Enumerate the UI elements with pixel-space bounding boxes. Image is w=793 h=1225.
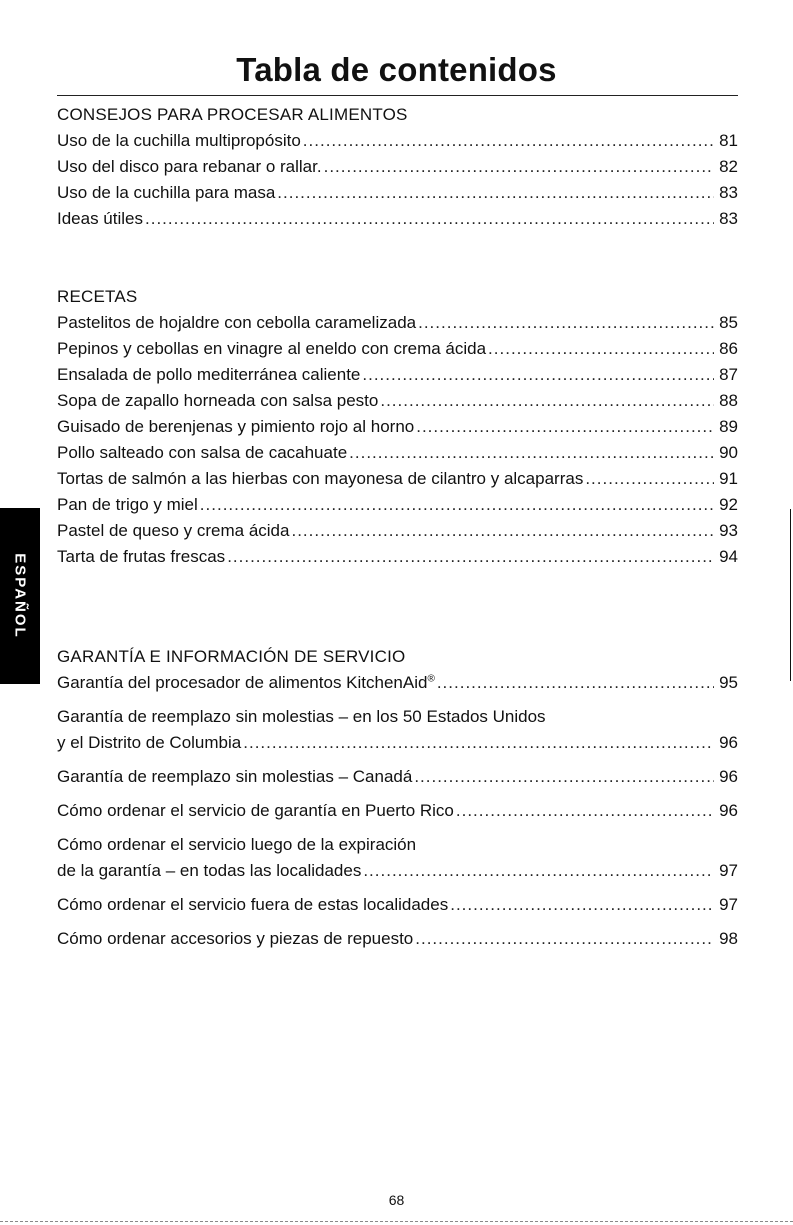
section-heading: CONSEJOS PARA PROCESAR ALIMENTOS	[57, 105, 408, 124]
entry-page-number: 98	[719, 929, 738, 948]
entry-page-number: 89	[719, 417, 738, 436]
dot-leader	[363, 860, 714, 882]
entry-title: Tarta de frutas frescas	[57, 547, 226, 566]
entry-page-number: 94	[719, 547, 738, 566]
entry-title: Cómo ordenar accesorios y piezas de repuesto	[57, 929, 414, 948]
toc-entry[interactable]	[57, 672, 738, 706]
entry-page-number: 91	[719, 469, 738, 488]
dot-leader	[415, 928, 714, 950]
entry-page-number: 90	[719, 443, 738, 462]
entry-title-text: Garantía del procesador de alimentos KitchenAid	[57, 673, 428, 692]
toc-entry[interactable]	[57, 312, 738, 338]
entry-page-number: 96	[719, 801, 738, 820]
entry-title: Cómo ordenar el servicio fuera de estas localidades	[57, 895, 449, 914]
toc-entry[interactable]	[57, 834, 738, 894]
dot-leader	[349, 442, 714, 464]
toc-entry[interactable]	[57, 364, 738, 390]
dot-leader	[416, 416, 714, 438]
entry-title: Pepinos y cebollas en vinagre al eneldo con crema ácida	[57, 339, 487, 358]
toc-entry[interactable]	[57, 416, 738, 442]
toc-entry[interactable]	[57, 338, 738, 364]
dot-leader	[456, 800, 714, 822]
toc-entry[interactable]	[57, 766, 738, 800]
entry-page-number: 92	[719, 495, 738, 514]
toc-entry[interactable]	[57, 390, 738, 416]
language-tab-label: ESPAÑOL	[11, 553, 29, 639]
page-title: Tabla de contenidos	[236, 51, 557, 88]
dot-leader	[450, 894, 714, 916]
toc-section-food-processing	[57, 104, 738, 234]
toc-entry[interactable]	[57, 706, 738, 766]
dot-leader	[414, 766, 714, 788]
entry-page-number: 96	[719, 733, 738, 752]
toc-entry[interactable]	[57, 800, 738, 834]
entry-title-line1: Garantía de reemplazo sin molestias – en los 50 Estados Unidos	[57, 707, 546, 726]
toc-entry[interactable]	[57, 468, 738, 494]
entry-title: Pastelitos de hojaldre con cebolla caramelizada	[57, 313, 417, 332]
page-bottom-border	[0, 1221, 793, 1222]
dot-leader	[145, 208, 714, 230]
toc-entry[interactable]	[57, 546, 738, 572]
entry-title: Pollo salteado con salsa de cacahuate	[57, 443, 348, 462]
entry-page-number: 93	[719, 521, 738, 540]
page-edge-marker	[790, 509, 791, 681]
entry-title: Garantía de reemplazo sin molestias – Canadá	[57, 767, 413, 786]
entry-page-number: 87	[719, 365, 738, 384]
dot-leader	[227, 546, 714, 568]
entry-title: Pan de trigo y miel	[57, 495, 198, 514]
entry-page-number: 86	[719, 339, 738, 358]
entry-page-number: 97	[719, 861, 738, 880]
entry-page-number: 81	[719, 131, 738, 150]
entry-title-line1: Cómo ordenar el servicio luego de la expiración	[57, 835, 417, 854]
entry-page-number: 95	[719, 673, 738, 692]
toc-entry[interactable]	[57, 894, 738, 928]
dot-leader	[362, 364, 714, 386]
toc-entry[interactable]	[57, 156, 738, 182]
toc-entry[interactable]	[57, 520, 738, 546]
dot-leader	[277, 182, 714, 204]
toc-section-recipes	[57, 286, 738, 572]
entry-title: Pastel de queso y crema ácida	[57, 521, 290, 540]
toc-entry[interactable]	[57, 928, 738, 962]
page-number: 68	[388, 1192, 405, 1208]
entry-page-number: 83	[719, 183, 738, 202]
registered-mark: ®	[427, 673, 435, 685]
entry-page-number: 85	[719, 313, 738, 332]
entry-title: Sopa de zapallo horneada con salsa pesto	[57, 391, 379, 410]
entry-page-number: 97	[719, 895, 738, 914]
entry-title	[57, 672, 435, 694]
entry-title: Tortas de salmón a las hierbas con mayonesa de cilantro y alcaparras	[57, 469, 584, 488]
entry-title: Uso de la cuchilla para masa	[57, 183, 276, 202]
entry-page-number: 82	[719, 157, 738, 176]
entry-title: Ideas útiles	[57, 209, 143, 228]
dot-leader	[488, 338, 714, 360]
title-divider	[57, 95, 738, 96]
language-side-tab	[0, 508, 40, 684]
dot-leader	[324, 156, 714, 178]
section-heading: RECETAS	[57, 287, 138, 306]
entry-title: Ensalada de pollo mediterránea caliente	[57, 365, 361, 384]
toc-entry[interactable]	[57, 130, 738, 156]
entry-page-number: 83	[719, 209, 738, 228]
entry-title: de la garantía – en todas las localidades	[57, 861, 362, 880]
dot-leader	[243, 732, 714, 754]
entry-page-number: 96	[719, 767, 738, 786]
entry-title: Uso de la cuchilla multipropósito	[57, 131, 301, 150]
toc-entry[interactable]	[57, 208, 738, 234]
dot-leader	[585, 468, 714, 490]
entry-title: Guisado de berenjenas y pimiento rojo al horno	[57, 417, 415, 436]
toc-entry[interactable]	[57, 442, 738, 468]
dot-leader	[437, 672, 714, 694]
toc-section-warranty-service	[57, 646, 738, 962]
entry-title: y el Distrito de Columbia	[57, 733, 242, 752]
dot-leader	[200, 494, 714, 516]
section-heading: GARANTÍA E INFORMACIÓN DE SERVICIO	[57, 647, 406, 666]
dot-leader	[418, 312, 714, 334]
entry-page-number: 88	[719, 391, 738, 410]
entry-title: Uso del disco para rebanar o rallar.	[57, 157, 322, 176]
toc-entry[interactable]	[57, 182, 738, 208]
dot-leader	[291, 520, 714, 542]
dot-leader	[303, 130, 714, 152]
toc-entry[interactable]	[57, 494, 738, 520]
dot-leader	[380, 390, 714, 412]
entry-title: Cómo ordenar el servicio de garantía en Puerto Rico	[57, 801, 454, 820]
